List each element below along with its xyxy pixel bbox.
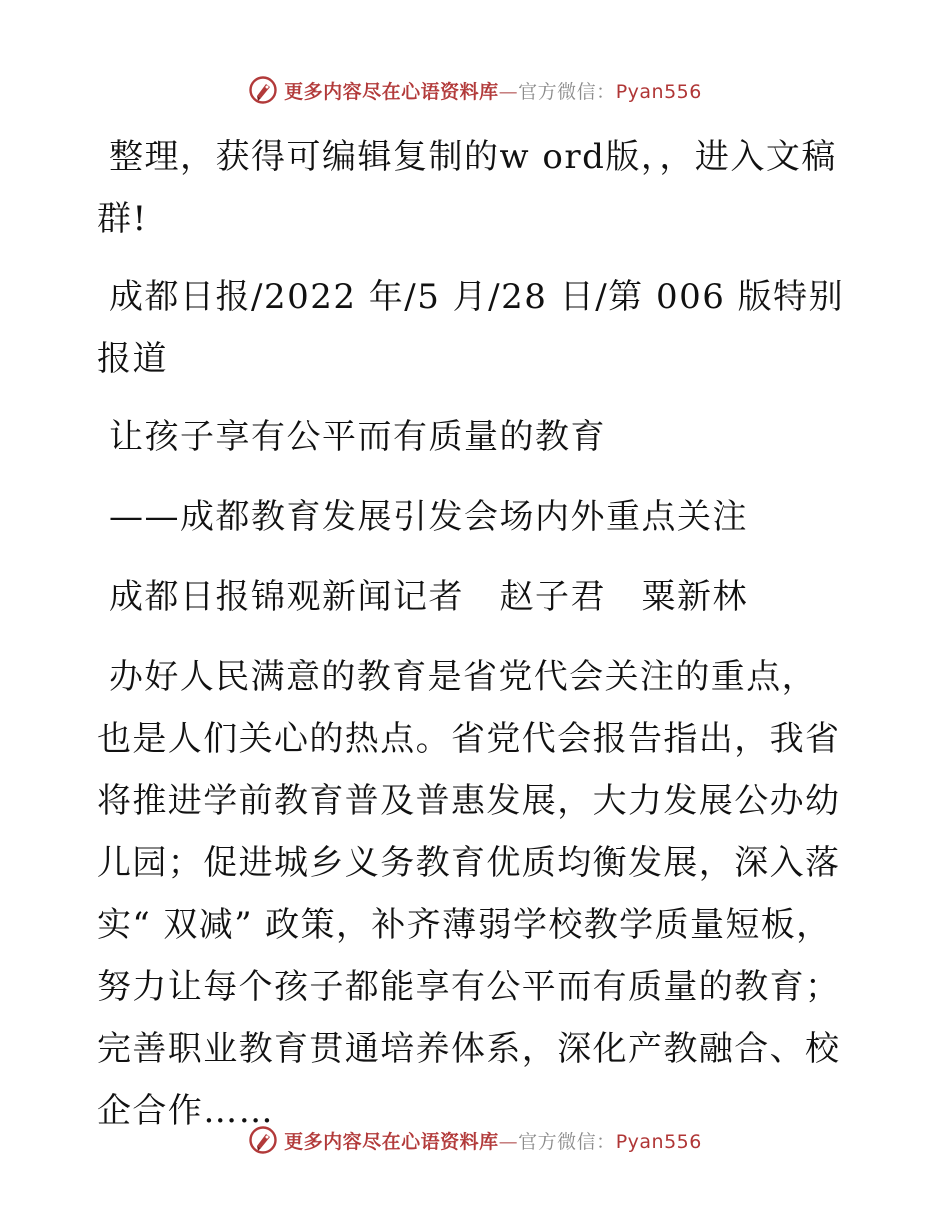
footer-watermark (0, 1120, 950, 1160)
article-title: 让孩子享有公平而有质量的教育 (109, 417, 606, 457)
watermark-dash: — (498, 1130, 519, 1153)
watermark-dash: — (498, 80, 519, 103)
watermark-text (284, 77, 702, 104)
watermark-wechat-account: Pyan556 (615, 80, 702, 103)
source-line: 成都日报/2022 年/5 月/28 日/第 006 版特别报道 (97, 277, 845, 379)
byline: 成都日报锦观新闻记者 赵子君 粟新林 (109, 577, 748, 617)
watermark-wechat-account: Pyan556 (615, 1130, 702, 1153)
watermark-text (284, 1127, 702, 1154)
watermark-wechat-label: 官方微信： (518, 1130, 616, 1153)
pen-nib-logo-icon (248, 75, 278, 105)
header-watermark (0, 70, 950, 110)
watermark-wechat-label: 官方微信： (518, 80, 616, 103)
intro-text: 整理，获得可编辑复制的w ord版，，进入文稿群! (97, 137, 837, 239)
pen-nib-logo-icon (248, 1125, 278, 1155)
watermark-site-text: 更多内容尽在心语资料库 (284, 80, 499, 103)
watermark-site-text: 更多内容尽在心语资料库 (284, 1130, 499, 1153)
document-body (97, 126, 849, 1158)
article-subtitle: ——成都教育发展引发会场内外重点关注 (109, 497, 748, 537)
article-paragraph: 办好人民满意的教育是省党代会关注的重点，也是人们关心的热点。省党代会报告指出，我省将推进学前教育普及普惠发展，大力发展公办幼儿园；促进城乡义务教育优质均衡发展，深入落实“ 双减” 政策，补齐薄弱学校教学质量短板，努力让每个孩子都能享有公平而有质量的教育；完善职业教育贯通培养体系，深化产教融合、校企合作…… (97, 657, 841, 1131)
